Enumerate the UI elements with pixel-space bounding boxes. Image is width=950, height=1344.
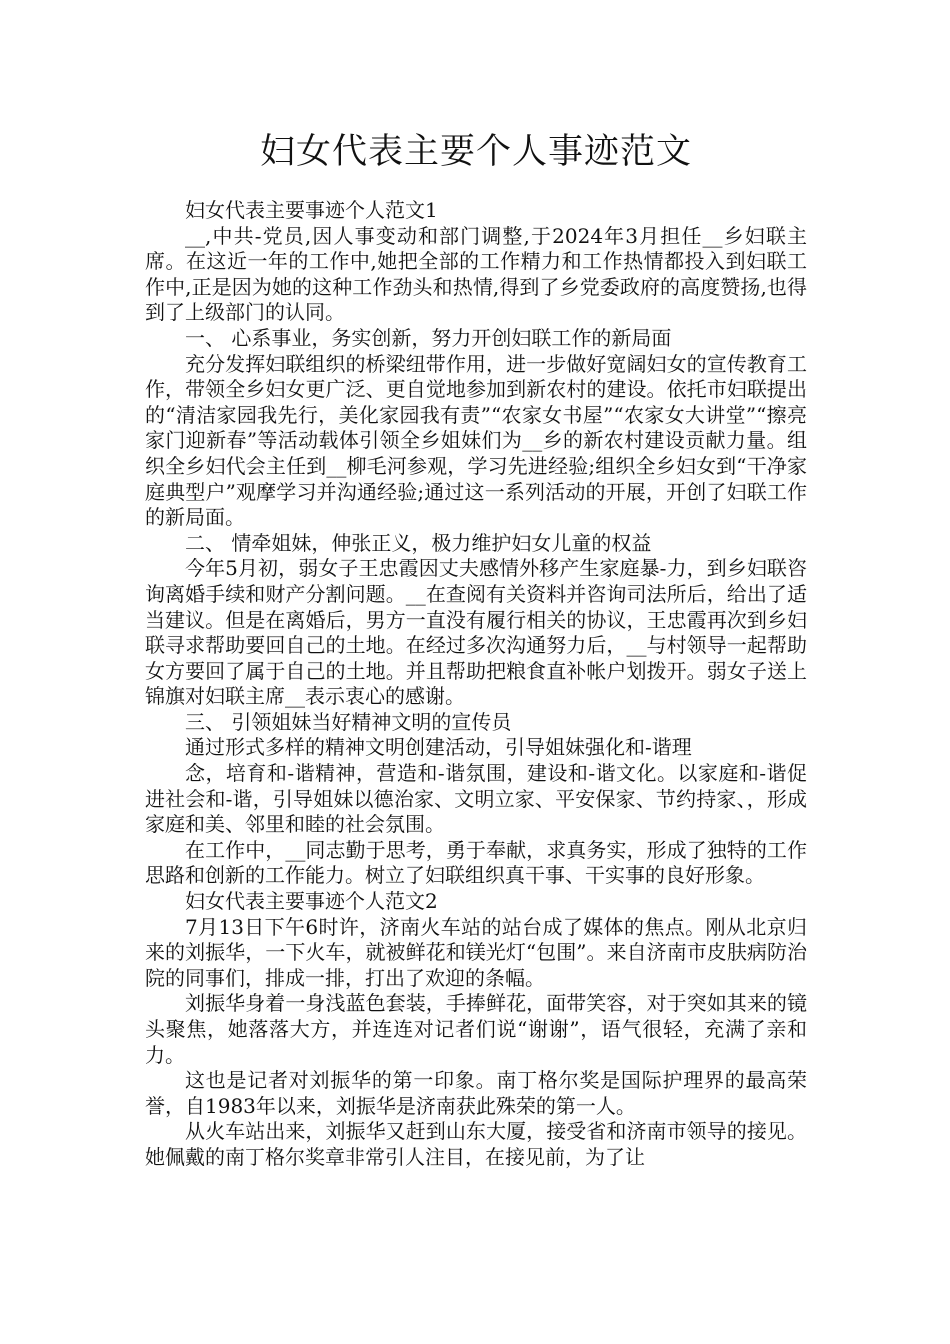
body-paragraph: 念，培育和-谐精神，营造和-谐氛围，建设和-谐文化。以家庭和-谐促进社会和-谐，引导姐妹以德治家、文明立家、平安保家、节约持家、，形成家庭和美、邻里和睦的社会氛围。 — [145, 761, 807, 837]
document-title: 妇女代表主要个人事迹范文 — [259, 132, 692, 172]
body-paragraph: 这也是记者对刘振华的第一印象。南丁格尔奖是国际护理界的最高荣誉，自1983年以来，刘振华是济南获此殊荣的第一人。 — [145, 1068, 807, 1118]
document-page — [145, 0, 807, 1171]
body-paragraph: 从火车站出来，刘振华又赶到山东大厦，接受省和济南市领导的接见。她佩戴的南丁格尔奖章非常引人注目，在接见前，为了让 — [145, 1119, 807, 1169]
document-body — [145, 198, 807, 1171]
subsection-heading: 一、 心系事业，务实创新，努力开创妇联工作的新局面 — [185, 325, 672, 350]
body-paragraph: 刘振华身着一身浅蓝色套装，手捧鲜花，面带笑容，对于突如其来的镜头聚焦，她落落大方，并连连对记者们说“谢谢”，语气很轻，充满了亲和力。 — [145, 991, 807, 1067]
body-paragraph: 在工作中，__同志勤于思考，勇于奉献，求真务实，形成了独特的工作思路和创新的工作能力。树立了妇联组织真干事、干实事的良好形象。 — [145, 837, 807, 888]
section-heading: 妇女代表主要事迹个人范文2 — [185, 889, 438, 914]
body-paragraph: 7月13日下午6时许，济南火车站的站台成了媒体的焦点。刚从北京归来的刘振华，一下火车，就被鲜花和镁光灯“包围”。来自济南市皮肤病防治院的同事们，排成一排，打出了欢迎的条幅。 — [145, 914, 807, 990]
body-paragraph: __,中共-党员,因人事变动和部门调整,于2024年3月担任__乡妇联主席。在这近一年的工作中,她把全部的工作精力和工作热情都投入到妇联工作中,正是因为她的这种工作劲头和热情,得到了乡党委政府的高度赞扬,也得到了上级部门的认同。 — [145, 223, 807, 325]
subsection-heading: 二、 情牵姐妹，伸张正义，极力维护妇女儿童的权益 — [185, 530, 652, 555]
body-paragraph: 通过形式多样的精神文明创建活动，引导姐妹强化和-谐理 — [185, 735, 692, 760]
subsection-heading: 三、 引领姐妹当好精神文明的宣传员 — [185, 709, 512, 734]
body-paragraph: 今年5月初，弱女子王忠霞因丈夫感情外移产生家庭暴-力，到乡妇联咨询离婚手续和财产分割问题。__在查阅有关资料并咨询司法所后，给出了适当建议。但是在离婚后，男方一直没有履行相关的协议，王忠霞再次到乡妇联寻求帮助要回自己的土地。在经过多次沟通努力后，__与村领导一起帮助女方要回了属于自己的土地。并且帮助把粮食直补帐户划拨开。弱女子送上锦旗对妇联主席__表示衷心的感谢。 — [145, 556, 807, 709]
section-heading: 妇女代表主要事迹个人范文1 — [185, 198, 438, 222]
body-paragraph: 充分发挥妇联组织的桥梁纽带作用，进一步做好宽阔妇女的宣传教育工作，带领全乡妇女更广泛、更自觉地参加到新农村的建设。依托市妇联提出的“清洁家园我先行，美化家园我有责”“农家女书屋”“农家女大讲堂”“擦亮家门迎新春”等活动载体引领全乡姐妹们为__乡的新农村建设贡献力量。组织全乡妇代会主任到__柳毛河参观，学习先进经验;组织全乡妇女到“干净家庭典型户”观摩学习并沟通经验;通过这一系列活动的开展，开创了妇联工作的新局面。 — [145, 351, 807, 530]
